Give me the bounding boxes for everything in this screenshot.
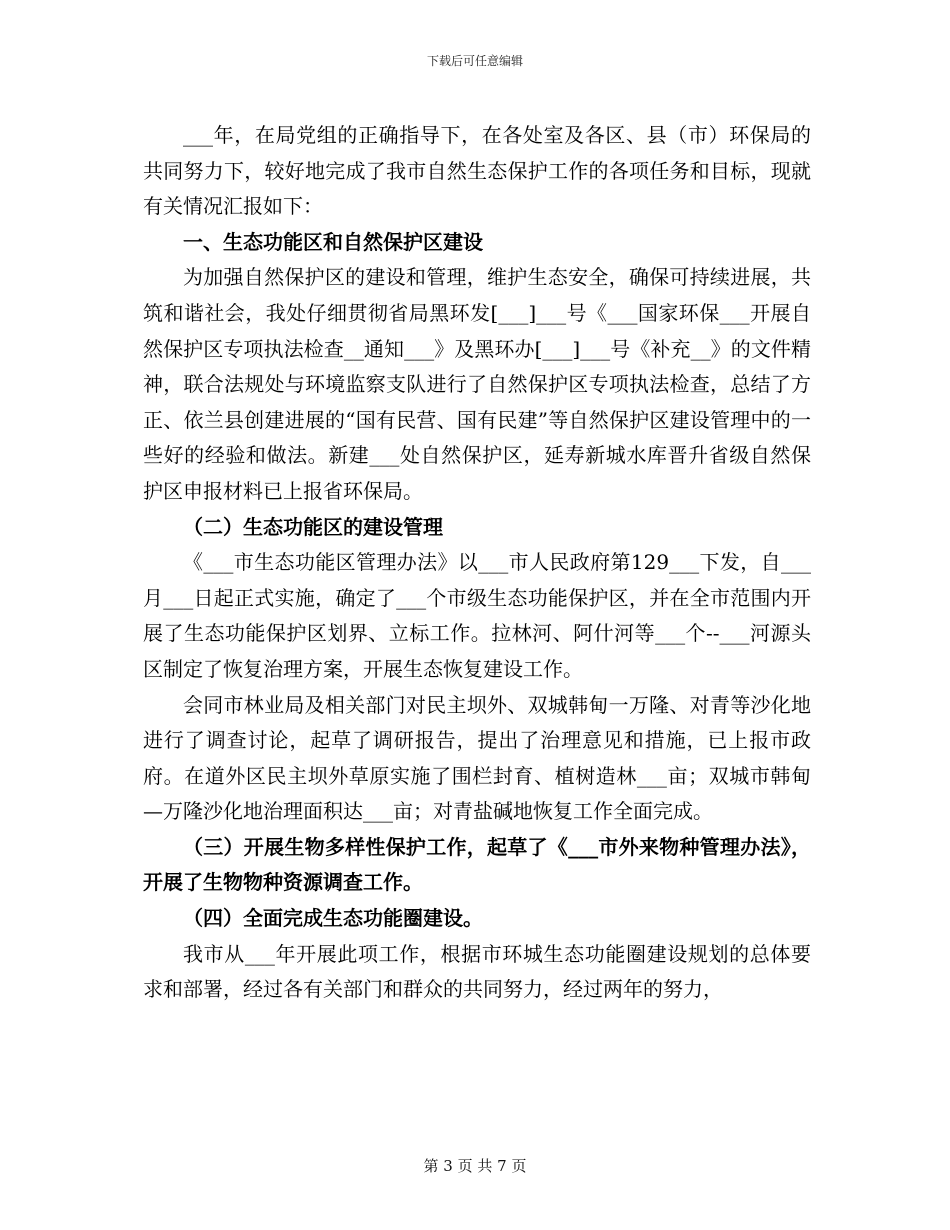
page-number: 第 3 页 共 7 页 <box>423 1157 527 1175</box>
document-body <box>143 118 811 1008</box>
paragraph-desertification: 会同市林业局及相关部门对民主坝外、双城韩甸一万隆、对青等沙化地进行了调查讨论，起草了调研报告，提出了治理意见和措施，已上报市政府。在道外区民主坝外草原实施了围栏封育、植树造林___亩；双城市韩甸—万隆沙化地治理面积达___亩；对青盐碱地恢复工作全面完成。 <box>143 692 811 824</box>
section-heading-2: （二）生态功能区的建设管理 <box>183 514 443 539</box>
section-heading-3: （三）开展生物多样性保护工作，起草了《___市外来物种管理办法》，开展了生物物种资源调查工作。 <box>143 834 811 895</box>
paragraph-ecological-circle: 我市从___年开展此项工作，根据市环城生态功能圈建设规划的总体要求和部署，经过各有关部门和群众的共同努力，经过两年的努力， <box>143 941 811 1002</box>
section-heading-1: 一、生态功能区和自然保护区建设 <box>183 229 483 254</box>
paragraph-nature-reserve: 为加强自然保护区的建设和管理，维护生态安全，确保可持续进展，共筑和谐社会，我处仔细贯彻省局黑环发[___]___号《___国家环保___开展自然保护区专项执法检查__通知___》及黑环办[___]___号《补充__》的文件精神，联合法规处与环境监察支队进行了自然保护区专项执法检查，总结了方正、依兰县创建进展的“国有民营、国有民建”等自然保护区建设管理中的一些好的经验和做法。新建___处自然保护区，延寿新城水库晋升省级自然保护区申报材料已上报省环保局。 <box>143 265 811 503</box>
paragraph-intro: ___年，在局党组的正确指导下，在各处室及各区、县（市）环保局的共同努力下，较好地完成了我市自然生态保护工作的各项任务和目标，现就有关情况汇报如下： <box>143 123 811 219</box>
paragraph-function-zone: 《___市生态功能区管理办法》以___市人民政府第129___下发，自___月___日起正式实施，确定了___个市级生态功能保护区，并在全市范围内开展了生态功能保护区划界、立标工作。拉林河、阿什河等___个--___河源头区制定了恢复治理方案，开展生态恢复建设工作。 <box>143 550 811 681</box>
section-heading-4: （四）全面完成生态功能圈建设。 <box>183 906 483 931</box>
page-header: 下载后可任意编辑 <box>426 54 523 68</box>
